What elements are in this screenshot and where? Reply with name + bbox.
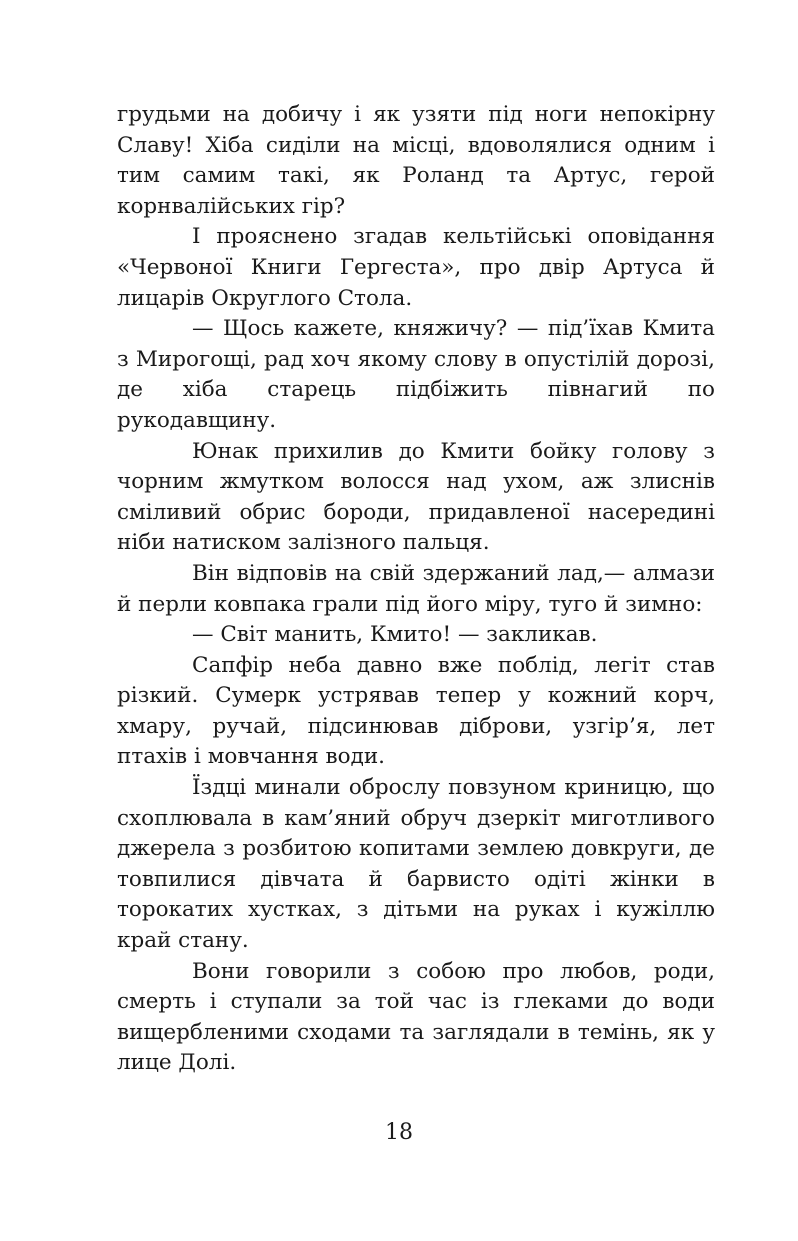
paragraph-1: грудьми на добичу і як узяти під ноги непокірну Славу! Хіба сиділи на місці, вдоволялися одним і тим самим такі, як Роланд та Артус, герой корнвалійських гір? — [117, 102, 715, 219]
paragraph-8: Їздці минали оброслу повзуном криницю, що схоплювала в кам’яний обруч дзеркіт миготливого джерела з розбитою копитами землею довкруги, де товпилися дівчата й барвисто одіті жінки в торокатих хустках, з дітьми на руках і кужіллю край стану. — [117, 775, 715, 954]
paragraph-5: Він відповів на свій здержаний лад,— алмази й перли ковпака грали під його міру, туго й зимно: — [117, 560, 715, 617]
paragraph-2: І прояснено згадав кельтійські оповідання «Червоної Книги Гергеста», про двір Артуса й лицарів Округлого Стола. — [117, 224, 715, 311]
paragraph-3: — Щось кажете, княжичу? — під’їхав Кмита з Мирогощі, рад хоч якому слову в опустілій дорозі, де хіба старець підбіжить півнагий по рукодавщину. — [117, 316, 715, 433]
paragraph-6: — Світ манить, Кмито! — закликав. — [192, 622, 598, 648]
page-number: 18 — [385, 1120, 413, 1145]
body-text — [117, 100, 715, 1079]
paragraph-9: Вони говорили з собою про любов, роди, смерть і ступали за той час із глеками до води вищербленими сходами та заглядали в темінь, як у лице Долі. — [117, 958, 715, 1076]
paragraph-7: Сапфір неба давно вже поблід, легіт став різкий. Сумерк устрявав тепер у кожний корч, хмару, ручай, підсинював діброви, узгір’я, лет птахів і мовчання води. — [117, 652, 715, 770]
paragraph-4: Юнак прихилив до Кмити бойку голову з чорним жмутком волосся над ухом, аж злиснів сміливий обрис бороди, придавленої насередині ніби натиском залізного пальця. — [117, 438, 715, 556]
